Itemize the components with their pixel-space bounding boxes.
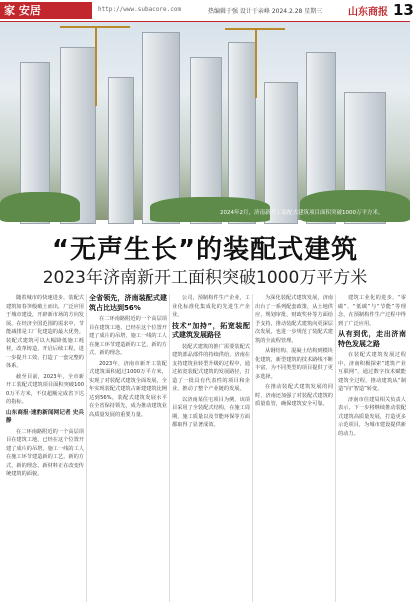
section-heading: 技术“加持”，拓宽装配式建筑发展路径 bbox=[172, 321, 250, 339]
paragraph: 公司，预制构件生产企业，工业化标准化集成化的先进生产企业。 bbox=[172, 295, 250, 318]
paragraph: 随着城市的快速进步，装配式建筑如春笋般破土而出，广泛应用于城市建设，开辟新市场的方向发展。在经济全国范围的需求中，节能减排是工厂化建造的最大优势。装配式建筑可以大幅降低施工耗材，改革铸造，开启后续工程，进一步提升工效，打造了一套完整的体系。 bbox=[6, 295, 84, 369]
site-url: http://www.subacore.com bbox=[98, 6, 182, 13]
byline: 山东商报·速豹新闻网记者 史兵静 bbox=[6, 409, 84, 424]
column-4 bbox=[255, 294, 333, 411]
section-heading: 从有到优，走出济南特色发展之路 bbox=[338, 330, 406, 348]
tree-canopy bbox=[0, 192, 80, 222]
article-body bbox=[0, 294, 410, 602]
edition-meta: 热编辑于强 设计于亲峰 2024.2.28 星期三 bbox=[208, 8, 323, 15]
crane-jib bbox=[225, 28, 285, 30]
paragraph: 2023年，济南市新开工装配式建筑面积超过1000万平方米，实现了对装配式建筑全面发展，全年实现装配式建筑占新建建筑比例达到56%，装配式建筑发展水平在全省保持领先，成为推动建筑业高质量发展的重要力量。 bbox=[89, 360, 167, 418]
article-subheadline: 2023年济南新开工面积突破1000万平方米 bbox=[42, 268, 368, 288]
paragraph: 在推动装配式建筑发展的同时，济南还加强了对装配式建筑的质量监管，确保建筑安全可靠。 bbox=[255, 384, 333, 407]
paragraph: 为深化装配式建筑发展，济南出台了一系列配套政策，从土地供应、规划审批、财政奖补等方面给予支持，推动装配式建筑向更深层次发展，也进一步规范了装配式建筑的全流程管理。 bbox=[255, 295, 333, 344]
paragraph: 建筑工业化的进步，“零碳”、“低碳”与“节能”等理念，在预制构件生产过程中得到了广泛应用。 bbox=[338, 295, 406, 327]
crane-jib bbox=[60, 26, 130, 28]
building bbox=[264, 82, 298, 224]
column-divider bbox=[169, 294, 170, 602]
tree-canopy bbox=[300, 190, 410, 222]
column-2 bbox=[89, 294, 167, 421]
building bbox=[142, 32, 180, 224]
column-1 bbox=[6, 294, 84, 481]
photo-caption: 2024年2月，济南新开工装配式建筑项目面积突破1000万平方米。 bbox=[220, 210, 384, 216]
column-5 bbox=[338, 294, 406, 440]
column-3 bbox=[172, 294, 250, 432]
crane bbox=[95, 26, 97, 106]
paragraph: 在装配式建筑发展过程中，济南积极探索“建筑产业互联网”，通过数字技术赋能建筑全过程，推动建筑从“制造”向“智造”转变。 bbox=[338, 352, 406, 392]
paragraph: 在二环南路附近的一个高层项目在建筑工地，已经在这个位置开建了成片的吊塔，施工一线的工人在施工环节建造新的工艺，新的方式，新的理念，新材料正在改变传统建筑的面貌。 bbox=[6, 428, 84, 477]
paper-name: 山东商报 bbox=[348, 7, 388, 18]
article-headline: “无声生长”的装配式建筑 bbox=[51, 235, 359, 265]
section-heading: 全省领先，济南装配式建筑占比达到56% bbox=[89, 294, 167, 312]
construction-photo bbox=[0, 22, 410, 220]
paragraph: 装配式建筑的推广需要装配式建筑部品部件的持续供给，济南在支持建筑业转型升级的过程中，通过拓宽装配式建筑的发展路径，打造了一批具有代表性的项目和企业，推动了整个产业链的发展。 bbox=[172, 343, 250, 392]
page-number: 13 bbox=[393, 1, 414, 19]
paragraph: 在二环南路附近的一个高层项目在建筑工地，已经在这个位置开建了成片的吊塔，施工一线的工人在施工环节建造新的工艺，新的方式，新的理念。 bbox=[89, 316, 167, 356]
column-divider bbox=[86, 294, 87, 602]
building bbox=[108, 77, 134, 224]
paragraph: 从钢结构、混凝土结构到模块化建筑，新型建筑的技术路线不断丰富，为不同类型的项目提供了更多选择。 bbox=[255, 348, 333, 380]
paragraph: 以济南某住宅项目为例，该项目采用了全装配式结构，在施工周期、施工质量以及节能环保等方面都取得了显著成效。 bbox=[172, 396, 250, 428]
page-header bbox=[0, 0, 414, 22]
paragraph: 截至目前，2023年，全市新开工装配式建筑项目面积突破1000万平方米，不仅超额完成省下达的指标。 bbox=[6, 373, 84, 405]
column-divider bbox=[335, 294, 336, 602]
paragraph: 济南市住建局相关负责人表示，下一步将继续推动装配式建筑高质量发展，打造更多示范项目，为城市建设提供新的动力。 bbox=[338, 396, 406, 437]
crane bbox=[255, 28, 257, 98]
column-divider bbox=[252, 294, 253, 602]
section-tag: 家 安居 bbox=[0, 2, 92, 19]
